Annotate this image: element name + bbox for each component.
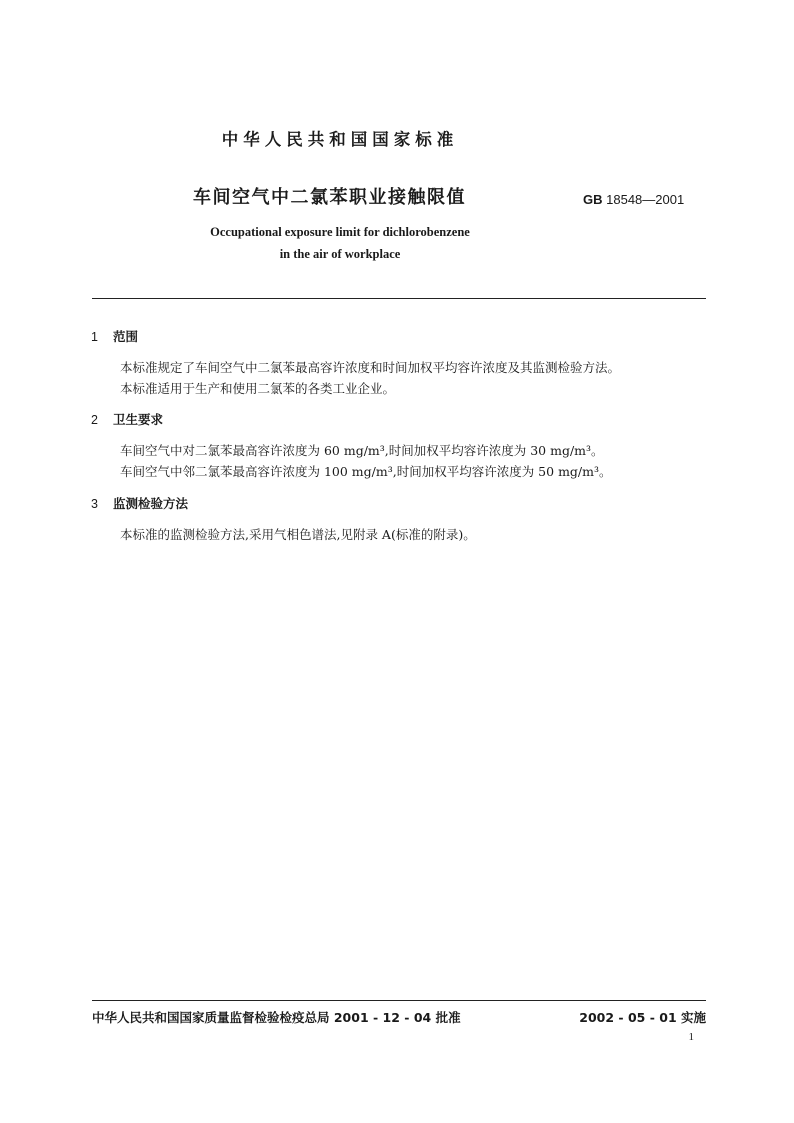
standard-code-prefix: GB [583, 192, 603, 207]
section-title: 范围 [113, 329, 139, 344]
effective-date: 2002 - 05 - 01 实施 [579, 1010, 706, 1025]
footer-divider [92, 1000, 706, 1001]
page-number: 1 [688, 1031, 694, 1043]
section-title: 监测检验方法 [113, 496, 189, 511]
issuing-organization: 中华人民共和国国家标准 [221, 130, 459, 149]
section-heading-scope [91, 327, 138, 345]
section-heading-monitoring-methods [91, 494, 188, 512]
english-title-line-2: in the air of workplace [279, 247, 401, 261]
section-title: 卫生要求 [113, 412, 164, 427]
section-number: 1 [91, 330, 98, 344]
paragraph: 本标准规定了车间空气中二氯苯最高容许浓度和时间加权平均容许浓度及其监测检验方法。 [120, 360, 621, 375]
section-number: 2 [91, 413, 98, 427]
header-divider [92, 298, 706, 299]
paragraph: 本标准的监测检验方法,采用气相色谱法,见附录 A(标准的附录)。 [120, 527, 476, 542]
issuing-authority-date: 中华人民共和国国家质量监督检验检疫总局 2001 - 12 - 04 批准 [92, 1010, 461, 1025]
paragraph: 车间空气中对二氯苯最高容许浓度为 60 mg/m³,时间加权平均容许浓度为 30 mg/m³。 [120, 443, 604, 458]
section-number: 3 [91, 497, 98, 511]
section-heading-health-requirements [91, 410, 163, 428]
standard-code-number: 18548—2001 [606, 192, 685, 207]
standard-code [583, 192, 684, 207]
document-title: 车间空气中二氯苯职业接触限值 [193, 187, 466, 208]
paragraph: 本标准适用于生产和使用二氯苯的各类工业企业。 [120, 381, 396, 396]
english-title-line-1: Occupational exposure limit for dichlorobenzene [210, 225, 470, 239]
paragraph: 车间空气中邻二氯苯最高容许浓度为 100 mg/m³,时间加权平均容许浓度为 50 mg/m³。 [120, 464, 612, 479]
